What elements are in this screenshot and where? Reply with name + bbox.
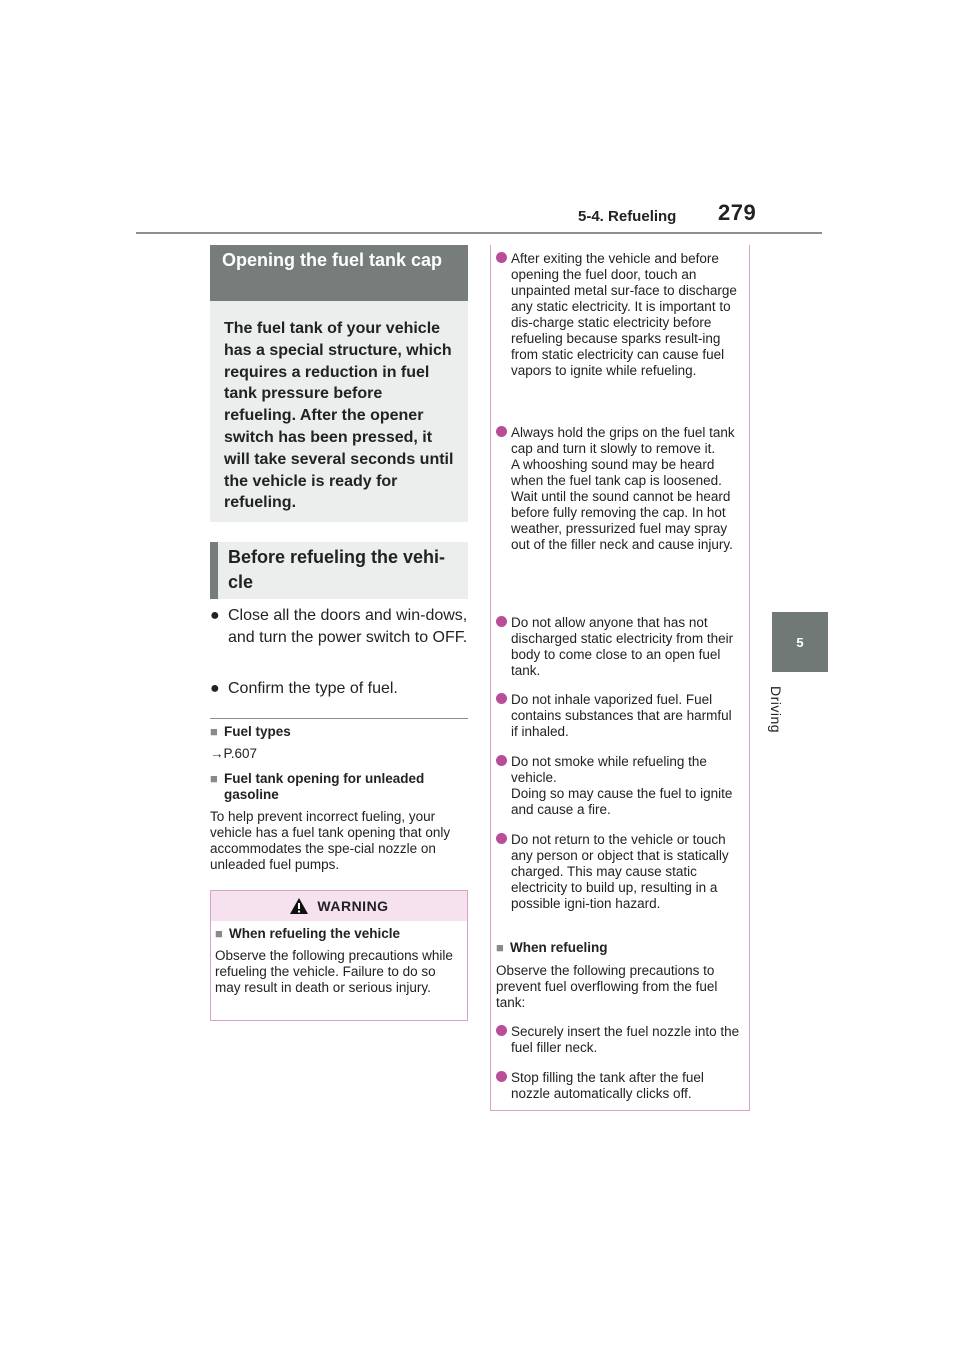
warning-header bbox=[211, 891, 467, 921]
section-title-opening: Opening the fuel tank cap bbox=[210, 245, 468, 301]
warning-text: Observe the following precautions while refueling the vehicle. Failure to do so may result in death or serious injury. bbox=[215, 948, 453, 995]
warning-box bbox=[210, 890, 468, 1021]
subheading-fuel-types: ■ Fuel types bbox=[210, 724, 291, 739]
list-item: Do not return to the vehicle or touch any person or object that is statically charged. This may cause static electricity to build up, resulting in a possible igni-tion hazard. bbox=[496, 832, 742, 912]
bullet-dot-icon: ● bbox=[210, 607, 220, 624]
list-item: Stop filling the tank after the fuel nozzle automatically clicks off. bbox=[496, 1070, 742, 1102]
list-item: Always hold the grips on the fuel tank cap and turn it slowly to remove it. A whooshing sound may be heard when the fuel tank cap is loosened. Wait until the sound cannot be heard before fully removing the cap. In hot weather, pressurized fuel may spray out of the filler neck and cause injury. bbox=[496, 425, 742, 553]
section-title-before-refueling: Before refueling the vehi-cle bbox=[210, 542, 468, 599]
body-paragraph: To help prevent incorrect fueling, your vehicle has a fuel tank opening that only accommodates the spe-cial nozzle on unleaded fuel pumps. bbox=[210, 809, 451, 872]
bullet-text: Close all the doors and win-dows, and turn the power switch to OFF. bbox=[228, 607, 468, 646]
bullet-text: Confirm the type of fuel. bbox=[228, 680, 398, 697]
bullet-item bbox=[210, 678, 468, 700]
list-item: Do not inhale vaporized fuel. Fuel contains substances that are harmful if inhaled. bbox=[496, 692, 742, 740]
bullet-item bbox=[210, 605, 468, 649]
page-number: 279 bbox=[718, 200, 757, 225]
list-item: After exiting the vehicle and before opening the fuel door, touch an unpainted metal sur-face to discharge any static electricity. It is important to dis-charge static electricity before refueling because sparks result-ing from static electricity can cause fuel vapors to ignite while refueling. bbox=[496, 251, 742, 379]
body-paragraph: Observe the following precautions to prevent fuel overflowing from the fuel tank: bbox=[496, 963, 718, 1010]
chapter-tab: 5 bbox=[772, 612, 828, 672]
cross-reference-link[interactable]: →P.607 bbox=[210, 746, 258, 761]
bullet-dot-icon bbox=[496, 833, 507, 844]
list-item: Do not allow anyone that has not discharged static electricity from their body to come close to an open fuel tank. bbox=[496, 615, 742, 679]
subheading-when-refueling: ■ When refueling bbox=[496, 940, 608, 955]
bullet-dot-icon bbox=[496, 755, 507, 766]
bullet-dot-icon bbox=[496, 426, 507, 437]
warning-triangle-icon bbox=[289, 897, 309, 915]
header-rule bbox=[136, 232, 822, 234]
list-item: Do not smoke while refueling the vehicle. Doing so may cause the fuel to ignite and cause a fire. bbox=[496, 754, 742, 818]
divider bbox=[210, 718, 468, 719]
chapter-label: Driving bbox=[768, 686, 784, 734]
bullet-dot-icon bbox=[496, 252, 507, 263]
bullet-dot-icon bbox=[496, 1071, 507, 1082]
subheading-fuel-tank-opening: ■ Fuel tank opening for unleaded gasoline bbox=[210, 771, 425, 802]
warning-subheading: ■ When refueling the vehicle bbox=[215, 926, 401, 941]
bullet-dot-icon: ● bbox=[210, 680, 220, 697]
list-item: Securely insert the fuel nozzle into the fuel filler neck. bbox=[496, 1024, 742, 1056]
square-bullet-icon: ■ bbox=[210, 771, 218, 786]
warning-label: WARNING bbox=[317, 898, 389, 914]
bullet-dot-icon bbox=[496, 693, 507, 704]
bullet-dot-icon bbox=[496, 1025, 507, 1036]
bullet-dot-icon bbox=[496, 616, 507, 627]
square-bullet-icon: ■ bbox=[215, 926, 223, 941]
running-header-section: 5-4. Refueling bbox=[578, 208, 677, 225]
square-bullet-icon: ■ bbox=[210, 724, 218, 739]
square-bullet-icon: ■ bbox=[496, 940, 504, 955]
warning-continuation-box bbox=[490, 245, 750, 1111]
section-intro-opening: The fuel tank of your vehicle has a special structure, which requires a reduction in fuel tank pressure before refueling. After the opener switch has been pressed, it will take several seconds until the vehicle is ready for refueling. bbox=[210, 301, 468, 522]
